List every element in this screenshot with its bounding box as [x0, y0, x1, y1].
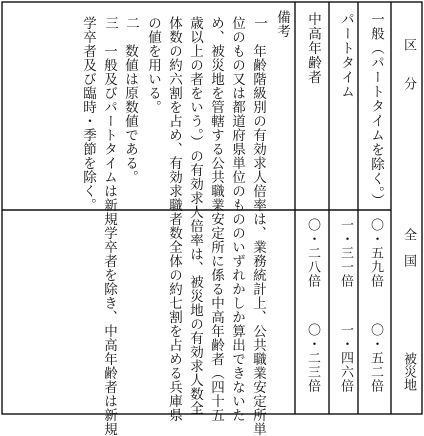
header-disaster: 被災地: [401, 352, 416, 391]
remark-3-number: 三: [102, 16, 118, 31]
remark-2-line-1: 数値は原数値である。: [122, 44, 138, 184]
row-middle-aged-category: 中高年齢者: [305, 12, 321, 85]
remark-1-line-3: め、被災地を管轄する公共職業安定所に係る中高年齢者（四十五: [208, 16, 224, 422]
row-parttime-category: パートタイム: [338, 12, 354, 99]
remark-1-line-5: 体数の約六割を占め、有効求職者数全体の約七割を占める兵庫県: [166, 16, 182, 422]
row-parttime-national: 一・三一倍: [338, 218, 353, 288]
remark-1-number: 一: [251, 16, 267, 31]
row-middle-aged-national: 〇・二八倍: [305, 218, 320, 288]
remark-1-line-2: 位のもの又は都道府県単位のもののいずれかしか算出できないた: [229, 16, 245, 422]
row-general-category: 一般（パートタイムを除く。）: [368, 12, 384, 209]
row-parttime-disaster: 一・四六倍: [338, 323, 353, 393]
row-general-national: 〇・五九倍: [368, 218, 383, 288]
remark-2-number: 二: [123, 16, 139, 31]
remarks-title: 備考: [274, 10, 290, 38]
remark-1-line-4: 歳以上の者をいう。）の有効求人倍率は、被災地の有効求人数全: [187, 16, 203, 416]
header-national: 全 国: [401, 228, 416, 267]
remark-1-line-6: の値を用いる。: [145, 16, 161, 114]
row-middle-aged-disaster: 〇・二三倍: [305, 323, 320, 393]
remark-3-line-2: 学卒者及び臨時・季節を除く。: [80, 16, 96, 212]
header-category: 区 分: [401, 38, 416, 90]
row-general-disaster: 〇・五二倍: [368, 323, 383, 393]
remark-1-line-1: 年齢階級別の有効求人倍率は、業務統計上、公共職業安定所単: [250, 44, 266, 436]
remark-3-line-1: 一般及びパートタイムは新規学卒者を除き、中高年齢者は新規: [101, 44, 117, 436]
